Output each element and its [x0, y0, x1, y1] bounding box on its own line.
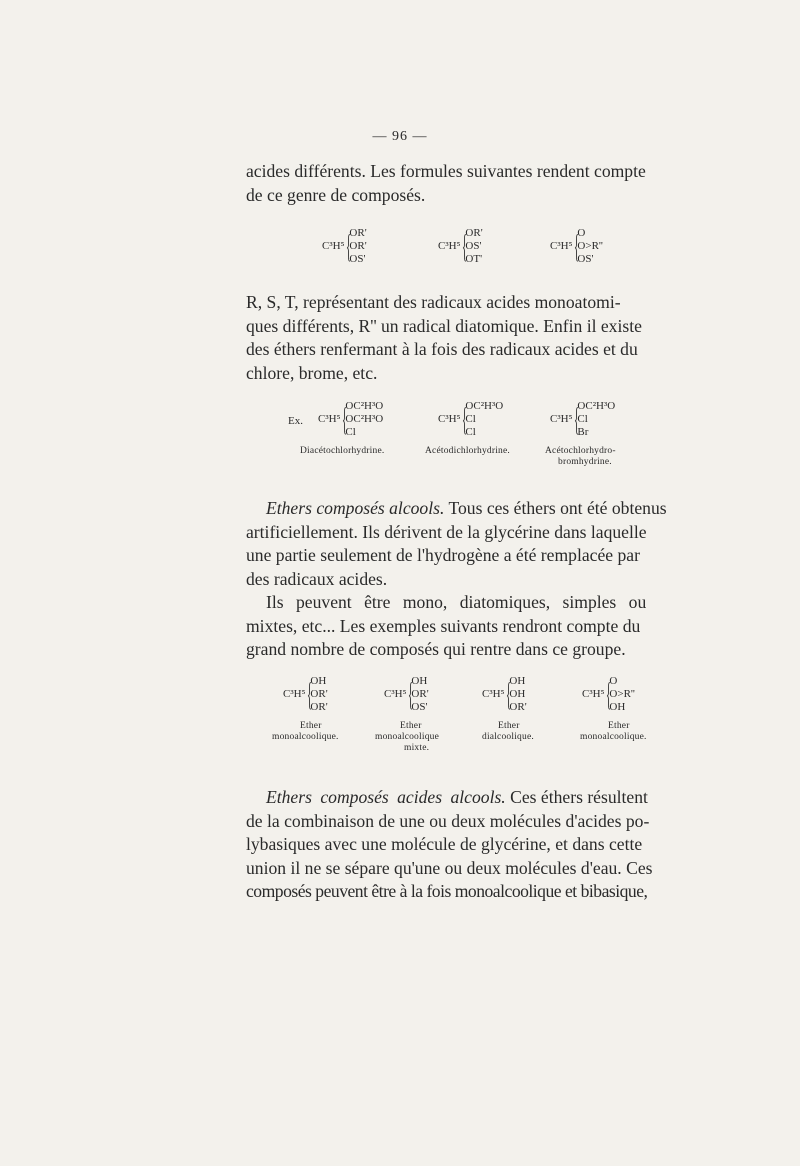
- text-line: acides différents. Les formules suivantes rendent compte: [246, 161, 646, 181]
- formula: [482, 675, 527, 714]
- brace: {: [506, 676, 512, 713]
- text-line: des radicaux acides.: [246, 568, 388, 589]
- text-line: une partie seulement de l'hydrogène a été remplacée par: [246, 545, 640, 565]
- formula-line: OR': [310, 701, 328, 713]
- text-line: de ce genre de composés.: [246, 184, 426, 205]
- formula-line: O: [577, 227, 586, 239]
- formula-line: OH: [509, 675, 526, 687]
- text-line: mixtes, etc... Les exemples suivants rendront compte du: [246, 615, 641, 636]
- paragraph-ethers-alcools: [246, 497, 710, 662]
- paragraph-radicals: [246, 291, 710, 385]
- brace: {: [408, 676, 414, 713]
- formula-line: OS': [349, 253, 366, 265]
- brace: {: [342, 401, 348, 438]
- paragraph-intro: [246, 160, 710, 207]
- formula-base: C³H⁵: [384, 688, 407, 700]
- brace: {: [346, 228, 352, 265]
- formula: [438, 400, 503, 439]
- formula-base: C³H⁵: [438, 413, 461, 425]
- caption: Ether: [608, 721, 630, 731]
- formula-line: OH: [609, 701, 626, 713]
- text-line: des éthers renfermant à la fois des radicaux acides et du: [246, 339, 638, 359]
- formula-base: C³H⁵: [283, 688, 306, 700]
- formula-line: OC²H³O: [345, 400, 384, 412]
- example-label: Ex.: [288, 415, 303, 427]
- formula-line: Cl: [465, 426, 476, 438]
- text-line: ques différents, R'' un radical diatomique. Enfin il existe: [246, 315, 642, 336]
- formula-base: C³H⁵: [322, 240, 345, 252]
- formula: [283, 675, 328, 714]
- formula: [318, 400, 383, 439]
- formula-line: OT': [465, 253, 483, 265]
- formula-line: OC²H³O: [345, 413, 384, 425]
- formula-line: Cl: [577, 413, 588, 425]
- caption: Diacétochlorhydrine.: [300, 446, 385, 456]
- caption: mixte.: [404, 743, 430, 753]
- brace: {: [307, 676, 313, 713]
- formula-line: OH: [509, 688, 526, 700]
- formula: [322, 227, 367, 266]
- caption: monoalcoolique: [375, 732, 440, 742]
- section-heading: Ethers composés acides alcools.: [266, 787, 506, 807]
- formula-line: OC²H³O: [577, 400, 616, 412]
- text-line: [246, 497, 710, 521]
- text-line: chlore, brome, etc.: [246, 362, 378, 383]
- brace: {: [462, 401, 468, 438]
- formula-line: O>R'': [577, 240, 603, 252]
- formula-line: OR': [465, 227, 483, 239]
- formula-base: C³H⁵: [318, 413, 341, 425]
- formula-line: OR': [349, 227, 367, 239]
- formula: [438, 227, 483, 266]
- caption: bromhydrine.: [558, 457, 612, 467]
- paragraph-acides-alcools: [246, 786, 710, 904]
- text-line: de la combinaison de une ou deux molécules d'acides po-: [246, 810, 650, 831]
- formula-line: OS': [465, 240, 482, 252]
- formula-base: C³H⁵: [438, 240, 461, 252]
- formula-base: C³H⁵: [582, 688, 605, 700]
- caption: Ether: [400, 721, 422, 731]
- formula-line: O: [609, 675, 618, 687]
- text-line: artificiellement. Ils dérivent de la glycérine dans laquelle: [246, 521, 647, 542]
- caption: dialcoolique.: [482, 732, 534, 742]
- text-line: union il ne se sépare qu'une ou deux molécules d'eau. Ces: [246, 857, 653, 878]
- formula-line: O>R'': [609, 688, 635, 700]
- formula-line: OH: [411, 675, 428, 687]
- formula: [384, 675, 429, 714]
- brace: {: [574, 228, 580, 265]
- page-number: — 96 —: [372, 129, 428, 144]
- formula-line: OS': [577, 253, 594, 265]
- formula: [550, 400, 615, 439]
- formula-line: OC²H³O: [465, 400, 504, 412]
- caption: Acétodichlorhydrine.: [425, 446, 510, 456]
- formula-base: C³H⁵: [550, 413, 573, 425]
- brace: {: [606, 676, 612, 713]
- formula-line: Cl: [465, 413, 476, 425]
- caption: monoalcoolique.: [272, 732, 339, 742]
- formula: [582, 675, 635, 714]
- formula-line: OS': [411, 701, 428, 713]
- formula-base: C³H⁵: [550, 240, 573, 252]
- formula-line: Br: [577, 426, 589, 438]
- caption: Acétochlorhydro-: [545, 446, 616, 456]
- section-heading: Ethers composés alcools.: [266, 498, 445, 518]
- text-span: Tous ces éthers ont été obtenus: [444, 498, 667, 518]
- formula-line: OR': [411, 688, 429, 700]
- text-line: lybasiques avec une molécule de glycérine, et dans cette: [246, 834, 643, 854]
- formula-line: OR': [310, 688, 328, 700]
- text-line: grand nombre de composés qui rentre dans ce groupe.: [246, 639, 626, 659]
- formula-line: Cl: [345, 426, 356, 438]
- caption: monoalcoolique.: [580, 732, 647, 742]
- caption: Ether: [498, 721, 520, 731]
- brace: {: [574, 401, 580, 438]
- formula-base: C³H⁵: [482, 688, 505, 700]
- text-line: R, S, T, représentant des radicaux acides monoatomi-: [246, 292, 621, 312]
- formula-line: OR': [509, 701, 527, 713]
- text-line: Ils peuvent être mono, diatomiques, simples ou: [266, 592, 647, 612]
- text-span: Ces éthers résultent: [505, 787, 648, 807]
- text-line: composés peuvent être à la fois monoalcoolique et bibasique,: [246, 881, 648, 901]
- caption: Ether: [300, 721, 322, 731]
- formula-line: OR': [349, 240, 367, 252]
- formula-line: OH: [310, 675, 327, 687]
- formula: [550, 227, 603, 266]
- text-line: [246, 786, 710, 810]
- brace: {: [462, 228, 468, 265]
